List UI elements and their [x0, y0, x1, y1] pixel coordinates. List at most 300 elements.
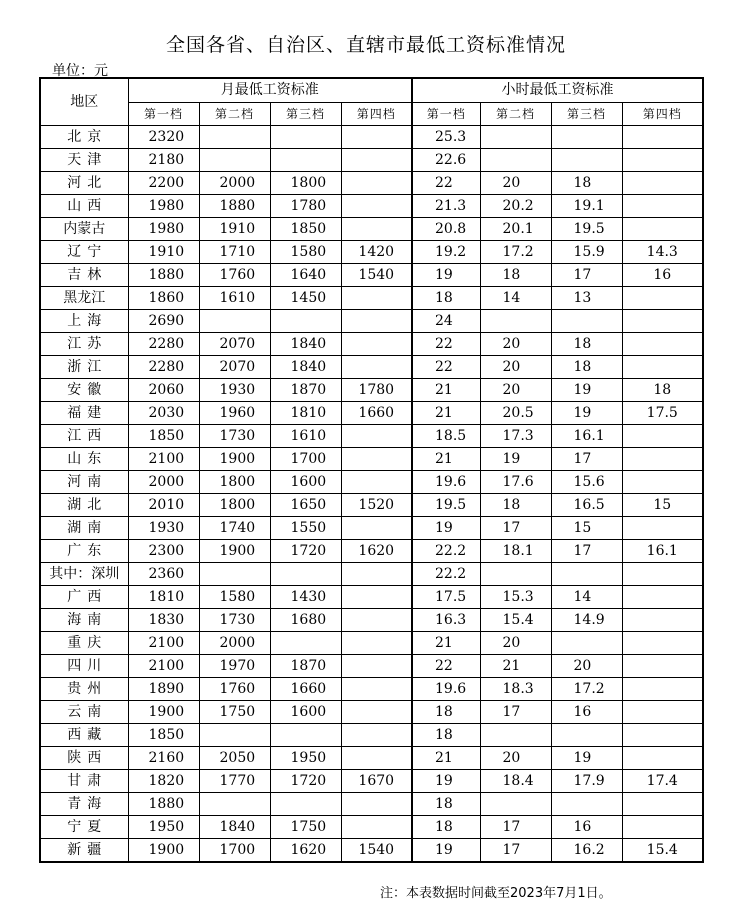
hourly-tier-2-cell: 17.3: [480, 425, 551, 448]
hourly-tier-2-cell: 15.3: [480, 586, 551, 609]
hourly-tier-2-cell: [480, 149, 551, 172]
hourly-tier-2-cell: [480, 310, 551, 333]
region-cell: 新疆: [40, 839, 128, 863]
monthly-tier-3-cell: 1750: [270, 816, 341, 839]
region-cell: 吉林: [40, 264, 128, 287]
monthly-tier-4-cell: [341, 586, 412, 609]
hourly-tier-2-cell: 17: [480, 839, 551, 863]
table-row: [40, 310, 703, 333]
monthly-tier-3-cell: 1600: [270, 471, 341, 494]
hourly-tier-1-cell: 21: [412, 448, 480, 471]
monthly-tier-1-cell: 2010: [128, 494, 199, 517]
region-cell: 上海: [40, 310, 128, 333]
hourly-tier-3-cell: 19.1: [551, 195, 622, 218]
region-cell: 浙江: [40, 356, 128, 379]
monthly-tier-1-cell: 2100: [128, 448, 199, 471]
monthly-tier-2-cell: 1730: [199, 609, 270, 632]
hourly-tier-4-cell: [622, 701, 703, 724]
hourly-tier-1-cell: 21: [412, 379, 480, 402]
monthly-tier-1-cell: 2280: [128, 333, 199, 356]
monthly-tier-3-cell: 1950: [270, 747, 341, 770]
monthly-tier-3-cell: 1720: [270, 770, 341, 793]
hourly-tier-1-cell: 18: [412, 793, 480, 816]
monthly-tier-2-cell: 1730: [199, 425, 270, 448]
table-row: [40, 402, 703, 425]
hourly-tier-3-cell: 15.9: [551, 241, 622, 264]
hourly-tier-2-cell: [480, 724, 551, 747]
monthly-tier-1-cell: 2200: [128, 172, 199, 195]
hourly-tier-1-cell: 16.3: [412, 609, 480, 632]
monthly-tier-2-cell: 1740: [199, 517, 270, 540]
region-cell: 内蒙古: [40, 218, 128, 241]
hourly-tier-2-cell: 17: [480, 701, 551, 724]
hourly-tier-1-cell: 17.5: [412, 586, 480, 609]
table-row: [40, 747, 703, 770]
hourly-tier-2-cell: 20: [480, 172, 551, 195]
monthly-tier-4-cell: 1660: [341, 402, 412, 425]
hourly-tier-3-cell: [551, 563, 622, 586]
monthly-tier-3-cell: 1870: [270, 379, 341, 402]
table-row: [40, 816, 703, 839]
table-row: [40, 839, 703, 863]
region-cell: 北京: [40, 126, 128, 149]
monthly-tier-4-cell: [341, 747, 412, 770]
monthly-tier-1-cell: 2360: [128, 563, 199, 586]
hourly-tier-2-cell: 18.3: [480, 678, 551, 701]
hourly-tier-3-cell: 16.5: [551, 494, 622, 517]
hourly-tier-1-cell: 22: [412, 333, 480, 356]
table-row: [40, 241, 703, 264]
monthly-tier-3-cell: 1660: [270, 678, 341, 701]
hourly-tier-3-cell: 16: [551, 701, 622, 724]
table-row: [40, 172, 703, 195]
hourly-tier-1-cell: 22.2: [412, 563, 480, 586]
hourly-tier-1-cell: 22: [412, 172, 480, 195]
monthly-tier-4-header: 第四档: [341, 102, 412, 126]
monthly-tier-2-cell: 2000: [199, 632, 270, 655]
hourly-tier-1-cell: 22: [412, 356, 480, 379]
hourly-tier-3-cell: [551, 724, 622, 747]
region-header: 地区: [40, 78, 128, 126]
monthly-tier-1-cell: 2100: [128, 655, 199, 678]
table-body: [40, 126, 703, 863]
monthly-tier-2-cell: 1750: [199, 701, 270, 724]
monthly-tier-4-cell: 1670: [341, 770, 412, 793]
region-cell: 辽宁: [40, 241, 128, 264]
monthly-tier-2-cell: 1930: [199, 379, 270, 402]
hourly-tier-4-cell: [622, 172, 703, 195]
hourly-tier-4-cell: 14.3: [622, 241, 703, 264]
monthly-tier-3-header: 第三档: [270, 102, 341, 126]
monthly-header: 月最低工资标准: [128, 78, 412, 102]
hourly-tier-2-cell: 18.4: [480, 770, 551, 793]
hourly-tier-3-cell: [551, 632, 622, 655]
monthly-tier-2-cell: 1710: [199, 241, 270, 264]
table-row: [40, 517, 703, 540]
hourly-tier-3-cell: 16: [551, 816, 622, 839]
hourly-tier-1-cell: 19: [412, 770, 480, 793]
table-row: [40, 356, 703, 379]
monthly-tier-4-cell: [341, 816, 412, 839]
hourly-tier-2-cell: 21: [480, 655, 551, 678]
region-cell: 湖北: [40, 494, 128, 517]
table-row: [40, 655, 703, 678]
table-row: [40, 333, 703, 356]
hourly-tier-3-cell: 13: [551, 287, 622, 310]
hourly-tier-2-cell: 20: [480, 356, 551, 379]
unit-label: 单位：元: [52, 63, 108, 79]
hourly-tier-2-cell: 18: [480, 264, 551, 287]
region-cell: 甘肃: [40, 770, 128, 793]
monthly-tier-3-cell: 1430: [270, 586, 341, 609]
hourly-tier-1-cell: 19: [412, 517, 480, 540]
region-cell: 云南: [40, 701, 128, 724]
region-cell: 山西: [40, 195, 128, 218]
monthly-tier-3-cell: 1610: [270, 425, 341, 448]
hourly-tier-4-cell: [622, 471, 703, 494]
hourly-tier-2-cell: 17: [480, 517, 551, 540]
hourly-tier-3-cell: 18: [551, 172, 622, 195]
hourly-tier-3-cell: 19: [551, 402, 622, 425]
hourly-tier-4-cell: [622, 218, 703, 241]
table-row: [40, 793, 703, 816]
hourly-tier-3-cell: [551, 126, 622, 149]
table-row: [40, 586, 703, 609]
hourly-tier-1-cell: 18: [412, 724, 480, 747]
table-row: [40, 632, 703, 655]
hourly-tier-4-cell: 18: [622, 379, 703, 402]
hourly-tier-3-cell: [551, 149, 622, 172]
region-cell: 山东: [40, 448, 128, 471]
monthly-tier-4-cell: [341, 195, 412, 218]
hourly-tier-2-cell: 18: [480, 494, 551, 517]
region-cell: 贵州: [40, 678, 128, 701]
monthly-tier-1-cell: 1950: [128, 816, 199, 839]
monthly-tier-3-cell: 1680: [270, 609, 341, 632]
monthly-tier-3-cell: 1550: [270, 517, 341, 540]
monthly-tier-2-cell: 1580: [199, 586, 270, 609]
region-cell: 天津: [40, 149, 128, 172]
hourly-tier-3-cell: 15.6: [551, 471, 622, 494]
region-cell: 广东: [40, 540, 128, 563]
hourly-tier-1-cell: 20.8: [412, 218, 480, 241]
monthly-tier-3-cell: [270, 793, 341, 816]
monthly-tier-4-cell: [341, 632, 412, 655]
hourly-tier-3-cell: 18: [551, 333, 622, 356]
monthly-tier-3-cell: 1700: [270, 448, 341, 471]
hourly-tier-4-cell: [622, 517, 703, 540]
monthly-tier-2-cell: 2050: [199, 747, 270, 770]
monthly-tier-4-cell: [341, 333, 412, 356]
monthly-tier-2-cell: 1910: [199, 218, 270, 241]
monthly-tier-4-cell: [341, 218, 412, 241]
hourly-tier-1-cell: 21: [412, 747, 480, 770]
monthly-tier-3-cell: 1580: [270, 241, 341, 264]
monthly-tier-2-cell: 1900: [199, 448, 270, 471]
hourly-tier-2-cell: 20.5: [480, 402, 551, 425]
hourly-tier-1-cell: 18.5: [412, 425, 480, 448]
table-row: [40, 448, 703, 471]
region-cell: 湖南: [40, 517, 128, 540]
monthly-tier-4-cell: 1620: [341, 540, 412, 563]
hourly-tier-4-cell: [622, 678, 703, 701]
monthly-tier-1-cell: 2060: [128, 379, 199, 402]
hourly-tier-4-cell: [622, 149, 703, 172]
hourly-tier-2-cell: 15.4: [480, 609, 551, 632]
monthly-tier-2-cell: 2070: [199, 356, 270, 379]
monthly-tier-4-cell: [341, 609, 412, 632]
monthly-tier-2-cell: [199, 149, 270, 172]
hourly-tier-3-cell: [551, 310, 622, 333]
monthly-tier-4-cell: 1780: [341, 379, 412, 402]
monthly-tier-2-cell: 1760: [199, 264, 270, 287]
monthly-tier-2-cell: 1970: [199, 655, 270, 678]
monthly-tier-3-cell: [270, 126, 341, 149]
hourly-tier-4-cell: [622, 333, 703, 356]
hourly-tier-1-cell: 22.2: [412, 540, 480, 563]
monthly-tier-1-cell: 1980: [128, 218, 199, 241]
monthly-tier-2-cell: 1880: [199, 195, 270, 218]
hourly-tier-1-cell: 18: [412, 701, 480, 724]
footnote: 注：本表数据时间截至2023年7月1日。: [380, 886, 612, 901]
monthly-tier-3-cell: [270, 149, 341, 172]
hourly-tier-3-cell: 15: [551, 517, 622, 540]
hourly-tier-4-cell: [622, 793, 703, 816]
region-cell: 四川: [40, 655, 128, 678]
monthly-tier-4-cell: 1540: [341, 839, 412, 863]
monthly-tier-3-cell: 1870: [270, 655, 341, 678]
hourly-tier-4-cell: [622, 310, 703, 333]
table-row: [40, 724, 703, 747]
monthly-tier-1-cell: 2000: [128, 471, 199, 494]
hourly-tier-3-cell: 18: [551, 356, 622, 379]
monthly-tier-1-cell: 1910: [128, 241, 199, 264]
hourly-tier-3-cell: 19.5: [551, 218, 622, 241]
region-cell: 福建: [40, 402, 128, 425]
header-row-groups: [40, 78, 703, 102]
hourly-tier-3-cell: 16.1: [551, 425, 622, 448]
monthly-tier-1-cell: 1820: [128, 770, 199, 793]
monthly-tier-1-cell: 1830: [128, 609, 199, 632]
hourly-tier-1-cell: 19.2: [412, 241, 480, 264]
monthly-tier-3-cell: 1620: [270, 839, 341, 863]
monthly-tier-4-cell: [341, 724, 412, 747]
monthly-tier-1-cell: 2160: [128, 747, 199, 770]
hourly-tier-3-cell: [551, 793, 622, 816]
hourly-tier-2-cell: [480, 563, 551, 586]
monthly-tier-1-cell: 2690: [128, 310, 199, 333]
monthly-tier-4-cell: [341, 126, 412, 149]
hourly-tier-3-cell: 17.9: [551, 770, 622, 793]
monthly-tier-3-cell: [270, 724, 341, 747]
monthly-tier-4-cell: [341, 356, 412, 379]
monthly-tier-4-cell: [341, 149, 412, 172]
hourly-tier-1-cell: 21: [412, 402, 480, 425]
hourly-tier-1-cell: 18: [412, 287, 480, 310]
hourly-tier-3-cell: 20: [551, 655, 622, 678]
monthly-tier-4-cell: [341, 287, 412, 310]
hourly-tier-3-cell: 19: [551, 379, 622, 402]
monthly-tier-4-cell: [341, 448, 412, 471]
monthly-tier-3-cell: 1810: [270, 402, 341, 425]
monthly-tier-1-cell: 1900: [128, 701, 199, 724]
monthly-tier-2-cell: 1700: [199, 839, 270, 863]
hourly-tier-2-cell: [480, 793, 551, 816]
region-cell: 海南: [40, 609, 128, 632]
hourly-tier-3-cell: 14.9: [551, 609, 622, 632]
monthly-tier-1-cell: 2030: [128, 402, 199, 425]
monthly-tier-4-cell: [341, 172, 412, 195]
hourly-tier-2-cell: 20: [480, 333, 551, 356]
hourly-tier-2-cell: 20: [480, 632, 551, 655]
hourly-tier-4-cell: 16: [622, 264, 703, 287]
region-cell: 其中：深圳: [40, 563, 128, 586]
monthly-tier-2-cell: 1900: [199, 540, 270, 563]
hourly-tier-4-cell: [622, 287, 703, 310]
hourly-tier-2-cell: 14: [480, 287, 551, 310]
hourly-tier-2-cell: 20: [480, 379, 551, 402]
hourly-tier-2-cell: 17: [480, 816, 551, 839]
monthly-tier-4-cell: [341, 655, 412, 678]
monthly-tier-4-cell: [341, 701, 412, 724]
hourly-tier-4-cell: [622, 126, 703, 149]
hourly-tier-4-cell: 17.4: [622, 770, 703, 793]
hourly-tier-3-cell: 14: [551, 586, 622, 609]
monthly-tier-4-cell: [341, 425, 412, 448]
hourly-tier-4-cell: [622, 632, 703, 655]
region-cell: 宁夏: [40, 816, 128, 839]
hourly-tier-3-cell: 17.2: [551, 678, 622, 701]
monthly-tier-2-cell: 1800: [199, 494, 270, 517]
region-cell: 江苏: [40, 333, 128, 356]
hourly-tier-1-cell: 19.6: [412, 471, 480, 494]
hourly-tier-3-cell: 17: [551, 448, 622, 471]
table-row: [40, 494, 703, 517]
hourly-tier-3-cell: 19: [551, 747, 622, 770]
monthly-tier-1-cell: 1860: [128, 287, 199, 310]
hourly-tier-1-cell: 18: [412, 816, 480, 839]
monthly-tier-1-cell: 2280: [128, 356, 199, 379]
monthly-tier-1-cell: 2300: [128, 540, 199, 563]
monthly-tier-1-cell: 1900: [128, 839, 199, 863]
monthly-tier-1-cell: 2180: [128, 149, 199, 172]
table-row: [40, 425, 703, 448]
monthly-tier-1-cell: 1880: [128, 793, 199, 816]
monthly-tier-2-cell: 2070: [199, 333, 270, 356]
hourly-tier-4-cell: [622, 724, 703, 747]
monthly-tier-4-cell: [341, 678, 412, 701]
monthly-tier-4-cell: 1520: [341, 494, 412, 517]
region-cell: 广西: [40, 586, 128, 609]
region-cell: 重庆: [40, 632, 128, 655]
hourly-tier-4-cell: [622, 563, 703, 586]
hourly-tier-4-cell: 15: [622, 494, 703, 517]
monthly-tier-3-cell: 1780: [270, 195, 341, 218]
monthly-tier-3-cell: 1840: [270, 356, 341, 379]
table-row: [40, 770, 703, 793]
monthly-tier-1-cell: 2100: [128, 632, 199, 655]
hourly-tier-4-cell: [622, 747, 703, 770]
hourly-tier-4-cell: [622, 356, 703, 379]
hourly-tier-1-cell: 21.3: [412, 195, 480, 218]
hourly-tier-4-cell: [622, 655, 703, 678]
hourly-tier-1-cell: 25.3: [412, 126, 480, 149]
monthly-tier-3-cell: 1720: [270, 540, 341, 563]
table-row: [40, 218, 703, 241]
monthly-tier-3-cell: 1650: [270, 494, 341, 517]
hourly-tier-1-cell: 19: [412, 839, 480, 863]
monthly-tier-1-cell: 1810: [128, 586, 199, 609]
hourly-tier-2-cell: 20.1: [480, 218, 551, 241]
monthly-tier-3-cell: 1800: [270, 172, 341, 195]
hourly-tier-4-cell: [622, 816, 703, 839]
monthly-tier-1-cell: 1930: [128, 517, 199, 540]
region-cell: 江西: [40, 425, 128, 448]
hourly-tier-1-cell: 21: [412, 632, 480, 655]
monthly-tier-2-cell: 1760: [199, 678, 270, 701]
monthly-tier-2-cell: 1610: [199, 287, 270, 310]
monthly-tier-2-cell: [199, 724, 270, 747]
monthly-tier-2-header: 第二档: [199, 102, 270, 126]
hourly-tier-1-cell: 19: [412, 264, 480, 287]
monthly-tier-2-cell: [199, 563, 270, 586]
hourly-tier-2-cell: [480, 126, 551, 149]
monthly-tier-2-cell: 1960: [199, 402, 270, 425]
hourly-tier-4-cell: [622, 425, 703, 448]
monthly-tier-4-cell: [341, 517, 412, 540]
monthly-tier-4-cell: [341, 471, 412, 494]
hourly-tier-4-cell: 17.5: [622, 402, 703, 425]
table-row: [40, 287, 703, 310]
hourly-tier-2-cell: 20: [480, 747, 551, 770]
monthly-tier-1-cell: 1850: [128, 724, 199, 747]
hourly-tier-4-cell: [622, 609, 703, 632]
hourly-tier-4-cell: 16.1: [622, 540, 703, 563]
region-cell: 青海: [40, 793, 128, 816]
monthly-tier-3-cell: 1640: [270, 264, 341, 287]
monthly-tier-3-cell: 1850: [270, 218, 341, 241]
hourly-tier-3-cell: 17: [551, 264, 622, 287]
region-cell: 陕西: [40, 747, 128, 770]
hourly-tier-4-cell: [622, 448, 703, 471]
table-row: [40, 195, 703, 218]
hourly-tier-1-cell: 19.5: [412, 494, 480, 517]
hourly-tier-4-cell: [622, 586, 703, 609]
monthly-tier-3-cell: 1450: [270, 287, 341, 310]
page-title: 全国各省、自治区、直辖市最低工资标准情况: [165, 34, 566, 56]
hourly-tier-1-cell: 22: [412, 655, 480, 678]
hourly-tier-4-cell: 15.4: [622, 839, 703, 863]
hourly-tier-2-header: 第二档: [480, 102, 551, 126]
monthly-tier-3-cell: [270, 310, 341, 333]
monthly-tier-4-cell: 1420: [341, 241, 412, 264]
hourly-tier-2-cell: 17.2: [480, 241, 551, 264]
table-row: [40, 701, 703, 724]
monthly-tier-3-cell: [270, 563, 341, 586]
table-row: [40, 540, 703, 563]
hourly-tier-1-header: 第一档: [412, 102, 480, 126]
hourly-tier-1-cell: 19.6: [412, 678, 480, 701]
monthly-tier-4-cell: [341, 793, 412, 816]
monthly-tier-2-cell: [199, 793, 270, 816]
hourly-tier-3-cell: 16.2: [551, 839, 622, 863]
table-row: [40, 126, 703, 149]
monthly-tier-1-cell: 1880: [128, 264, 199, 287]
monthly-tier-3-cell: 1840: [270, 333, 341, 356]
monthly-tier-1-header: 第一档: [128, 102, 199, 126]
table-row: [40, 379, 703, 402]
monthly-tier-2-cell: 1840: [199, 816, 270, 839]
